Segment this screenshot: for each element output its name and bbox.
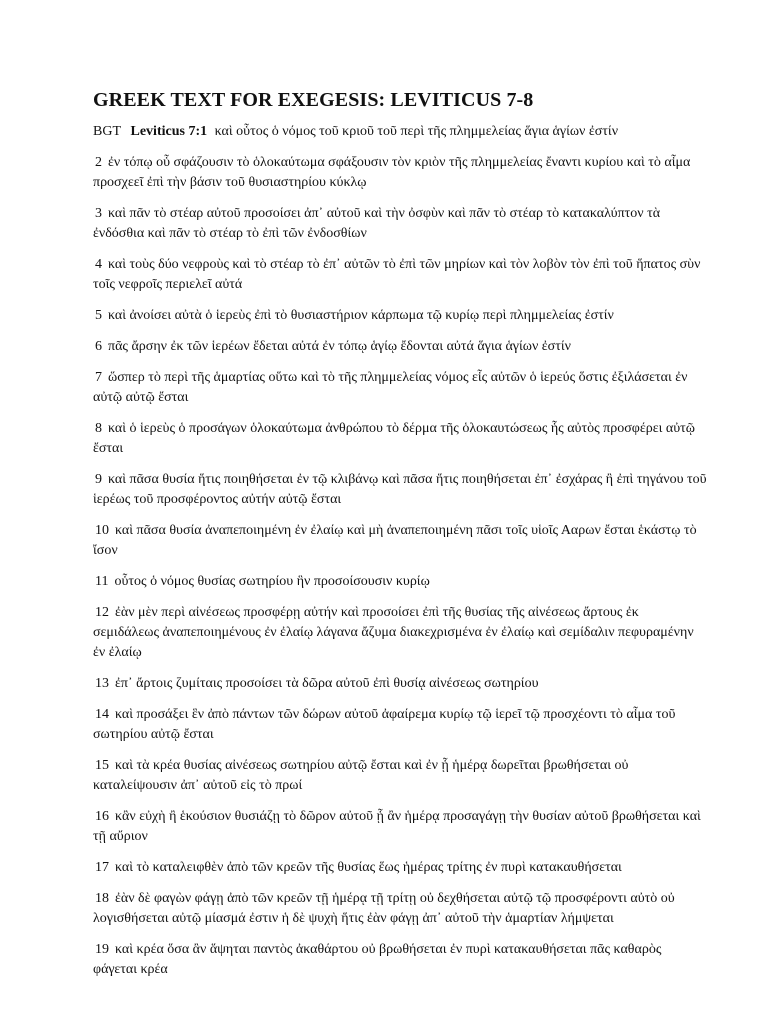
- verse-number: 14: [95, 707, 109, 722]
- verse-number: 6: [95, 339, 102, 354]
- verse-13: [93, 674, 708, 694]
- verse-number: 13: [95, 676, 109, 691]
- verse-9: [93, 470, 708, 510]
- verse-number: 10: [95, 523, 109, 538]
- verse-text: καὶ πᾶσα θυσία ἥτις ποιηθήσεται ἐν τῷ κλιβάνῳ καὶ πᾶσα ἥτις ποιηθήσεται ἐπ᾽ ἐσχάρας ἢ ἐπὶ τηγάνου τοῦ ἱερέως τοῦ προσφέροντος αὐτήν αὐτῷ ἔσται: [93, 472, 707, 507]
- verse-number: 16: [95, 809, 109, 824]
- verse-10: [93, 521, 708, 561]
- verse-text: πᾶς ἄρσην ἐκ τῶν ἱερέων ἔδεται αὐτά ἐν τόπῳ ἁγίῳ ἔδονται αὐτά ἅγια ἁγίων ἐστίν: [108, 339, 571, 354]
- verse-18: [93, 889, 708, 929]
- verse-11: [93, 572, 708, 592]
- verse-list: [93, 153, 708, 980]
- verse-number: 4: [95, 257, 102, 272]
- verse-1: [93, 122, 708, 142]
- verse-text: καὶ τὰ κρέα θυσίας αἰνέσεως σωτηρίου αὐτῷ ἔσται καὶ ἐν ᾗ ἡμέρᾳ δωρεῖται βρωθήσεται οὐ καταλείψουσιν ἀπ᾽ αὐτοῦ εἰς τὸ πρωί: [93, 758, 629, 793]
- bible-version-label: BGT: [93, 124, 121, 139]
- verse-text: καὶ ἀνοίσει αὐτὰ ὁ ἱερεὺς ἐπὶ τὸ θυσιαστήριον κάρπωμα τῷ κυρίῳ περὶ πλημμελείας ἐστίν: [108, 308, 614, 323]
- verse-number: 12: [95, 605, 109, 620]
- verse-text: καὶ ὁ ἱερεὺς ὁ προσάγων ὁλοκαύτωμα ἀνθρώπου τὸ δέρμα τῆς ὁλοκαυτώσεως ἧς αὐτὸς προσφέρει αὐτῷ ἔσται: [93, 421, 695, 456]
- verse-15: [93, 756, 708, 796]
- verse-8: [93, 419, 708, 459]
- verse-16: [93, 807, 708, 847]
- verse-text: καὶ τὸ καταλειφθὲν ἀπὸ τῶν κρεῶν τῆς θυσίας ἕως ἡμέρας τρίτης ἐν πυρὶ κατακαυθήσεται: [115, 860, 622, 875]
- verse-number: 18: [95, 891, 109, 906]
- verse-number: 5: [95, 308, 102, 323]
- verse-number: 17: [95, 860, 109, 875]
- verse-number: 15: [95, 758, 109, 773]
- verse-text: ἐν τόπῳ οὗ σφάζουσιν τὸ ὁλοκαύτωμα σφάξουσιν τὸν κριὸν τῆς πλημμελείας ἔναντι κυρίου καὶ τὸ αἷμα προσχεεῖ ἐπὶ τὴν βάσιν τοῦ θυσιαστηρίου κύκλῳ: [93, 155, 691, 190]
- verse-text: καὶ κρέα ὅσα ἂν ἅψηται παντὸς ἀκαθάρτου οὐ βρωθήσεται ἐν πυρὶ κατακαυθήσεται πᾶς καθαρὸς φάγεται κρέα: [93, 942, 662, 977]
- verse-14: [93, 705, 708, 745]
- verse-6: [93, 337, 708, 357]
- verse-4: [93, 255, 708, 295]
- verse-2: [93, 153, 708, 193]
- verse-3: [93, 204, 708, 244]
- verse-text: καὶ πᾶν τὸ στέαρ αὐτοῦ προσοίσει ἀπ᾽ αὐτοῦ καὶ τὴν ὀσφὺν καὶ πᾶν τὸ στέαρ τὸ κατακαλύπτον τὰ ἐνδόσθια καὶ πᾶν τὸ στέαρ τὸ ἐπὶ τῶν ἐνδοσθίων: [93, 206, 661, 241]
- verse-number: 11: [95, 574, 109, 589]
- verse-number: 2: [95, 155, 102, 170]
- verse-text: ἐὰν μὲν περὶ αἰνέσεως προσφέρῃ αὐτήν καὶ προσοίσει ἐπὶ τῆς θυσίας τῆς αἰνέσεως ἄρτους ἐκ σεμιδάλεως ἀναπεποιημένους ἐν ἐλαίῳ λάγανα ἄζυμα διακεχρισμένα ἐν ἐλαίῳ καὶ σεμίδαλιν πεφυραμένην ἐν ἐλαίῳ: [93, 605, 694, 660]
- verse-text: καὶ τοὺς δύο νεφροὺς καὶ τὸ στέαρ τὸ ἐπ᾽ αὐτῶν τὸ ἐπὶ τῶν μηρίων καὶ τὸν λοβὸν τὸν ἐπὶ τοῦ ἥπατος σὺν τοῖς νεφροῖς περιελεῖ αὐτά: [93, 257, 701, 292]
- verse-12: [93, 603, 708, 663]
- verse-text: ἐπ᾽ ἄρτοις ζυμίταις προσοίσει τὰ δῶρα αὐτοῦ ἐπὶ θυσίᾳ αἰνέσεως σωτηρίου: [115, 676, 539, 691]
- verse-17: [93, 858, 708, 878]
- verse-number: 7: [95, 370, 102, 385]
- verse-number: 3: [95, 206, 102, 221]
- passage-reference: Leviticus 7:1: [130, 124, 208, 139]
- verse-text: καὶ οὗτος ὁ νόμος τοῦ κριοῦ τοῦ περὶ τῆς πλημμελείας ἅγια ἁγίων ἐστίν: [214, 124, 619, 139]
- verse-19: [93, 940, 708, 980]
- verse-text: οὗτος ὁ νόμος θυσίας σωτηρίου ἣν προσοίσουσιν κυρίῳ: [114, 574, 430, 589]
- verse-5: [93, 306, 708, 326]
- verse-number: 9: [95, 472, 102, 487]
- verse-7: [93, 368, 708, 408]
- verse-text: ἐὰν δὲ φαγὼν φάγῃ ἀπὸ τῶν κρεῶν τῇ ἡμέρᾳ τῇ τρίτῃ οὐ δεχθήσεται αὐτῷ τῷ προσφέροντι αὐτὸ οὐ λογισθήσεται αὐτῷ μίασμά ἐστιν ἡ δὲ ψυχὴ ἥτις ἐὰν φάγῃ ἀπ᾽ αὐτοῦ τὴν ἁμαρτίαν λήμψεται: [93, 891, 675, 926]
- verse-text: ὥσπερ τὸ περὶ τῆς ἁμαρτίας οὕτω καὶ τὸ τῆς πλημμελείας νόμος εἷς αὐτῶν ὁ ἱερεύς ὅστις ἐξιλάσεται ἐν αὐτῷ αὐτῷ ἔσται: [93, 370, 688, 405]
- verse-number: 8: [95, 421, 102, 436]
- verse-text: κἂν εὐχὴ ἢ ἑκούσιον θυσιάζῃ τὸ δῶρον αὐτοῦ ᾗ ἂν ἡμέρᾳ προσαγάγῃ τὴν θυσίαν αὐτοῦ βρωθήσεται καὶ τῇ αὔριον: [93, 809, 701, 844]
- verse-number: 19: [95, 942, 109, 957]
- verse-text: καὶ πᾶσα θυσία ἀναπεποιημένη ἐν ἐλαίῳ καὶ μὴ ἀναπεποιημένη πᾶσι τοῖς υἱοῖς Ααρων ἔσται ἑκάστῳ τὸ ἴσον: [93, 523, 697, 558]
- page-title: GREEK TEXT FOR EXEGESIS: LEVITICUS 7-8: [93, 89, 534, 111]
- verse-text: καὶ προσάξει ἓν ἀπὸ πάντων τῶν δώρων αὐτοῦ ἀφαίρεμα κυρίῳ τῷ ἱερεῖ τῷ προσχέοντι τὸ αἷμα τοῦ σωτηρίου αὐτῷ ἔσται: [93, 707, 676, 742]
